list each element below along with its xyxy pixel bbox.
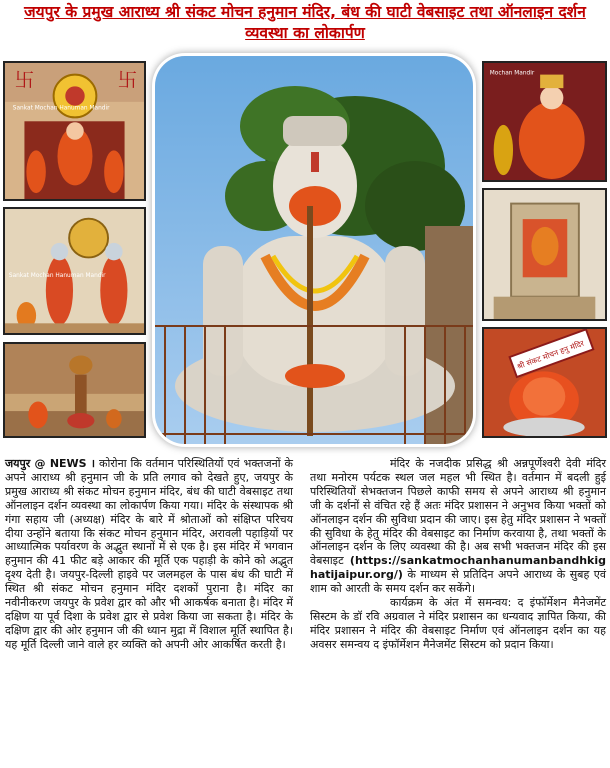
article-left-text: कोरोना कि वर्तमान परिस्थितियों एवं भक्तजनों के अपने आराध्य श्री हनुमान जी के प्रति लगाव को देखते हुए, जयपुर के प्रमुख आराध्य श्री संकट मोचन हनुमान मंदिर, बंध की घाटी वेबसाइट तथा ऑनलाइन दर्शन व्यवस्था का लोकार्पण किया गया। मंदिर के संस्थापक श्री गंगा सहाय जी (अध्यक्ष) मंदिर के बारे में श्रोताओं को संक्षिप्त परिचय दीया उन्होंने बताया कि संकट मोचन हनुमान मंदिर, अरावली पहाड़ियों पर आध्यात्मिक पर्यावरण के अद्भुत स्थानों में से एक है। इस मंदिर में भगवान हनुमान की 41 फीट बड़े आकार की मूर्ति एक पहाड़ी के कोने को अद्भुत दृश्य देती है। जयपुर-दिल्ली हाइवे पर जलमहल के पास बंध की घाटी में स्थित श्री संकट मोचन हनुमान मंदिर दशकों पुराना है। मंदिर का नवीनीकरण जयपुर के प्रवेश द्वार को और भी आकर्षक बनाता है। मंदिर में दक्षिण या पूर्व दिशा के प्रवेश द्वार से प्रवेश किया जा सकता है। मंदिर के दक्षिण द्वार की ओर हनुमान जी की ध्यान मुद्रा में विशाल मूर्ति स्थापित है। यह मूर्ति दिल्ली जाने वाले हर व्यक्ति को अपनी ओर आकर्षित करती है। bbox=[5, 457, 294, 651]
svg-text:卐: 卐 bbox=[14, 68, 35, 92]
photo-ram-sita bbox=[3, 207, 146, 335]
article-right-paragraph-2: कार्यक्रम के अंत में समन्वय: द इंफॉर्मेशन मैनेजमेंट सिस्टम के डॉ रवि अग्रवाल ने मंदिर प्रशासन का धन्यवाद ज्ञापित किया, की मंदिर प्रशासन ने मंदिर की वेबसाइट निर्माण एवं ऑनलाइन दर्शन का यह अवसर समन्वय द इंफॉर्मेशन मैनेजमेंट सिस्टम को प्रदान किया। bbox=[310, 596, 606, 651]
photo-label: Sankat Mochan Hanuman Mandir bbox=[8, 272, 106, 279]
shrine-sign: श्री संकट मोचन हनु मंदिर bbox=[515, 338, 586, 372]
svg-text:卐: 卐 bbox=[117, 68, 138, 92]
photo-altar bbox=[482, 188, 607, 321]
article-right-paragraph-1: मंदिर के नजदीक प्रसिद्ध श्री अन्नपूर्णेश्वरी देवी मंदिर तथा मनोरम पर्यटक स्थल जल महल भी स्थित है। वर्तमान में बदली हुई परिस्थितियों सेभक्तजन पिछले काफी समय से अपने आराध्य श्री हनुमान जी के दर्शनों से वंचित रहे हैं अतः मंदिर प्रशासन ने अनुभव किया भक्तों को ऑनलाइन दर्शन की सुविधा प्रदान की जाए। इस हेतु मंदिर प्रशासन ने भक्तों की सुविधा के हेतु मंदिर की वेबसाइट का निर्माण करवाया है, तथा भक्तों के ऑनलाइन दर्शन के लिए व्यवस्था की है। अब सभी भक्तजन मंदिर की इस वेबसाइट bbox=[310, 457, 606, 568]
photo-idols-shrine bbox=[3, 61, 146, 201]
headline: जयपुर के प्रमुख आराध्य श्री संकट मोचन हनुमान मंदिर, बंध की घाटी वेबसाइट तथा ऑनलाइन दर्शन व्यवस्था का लोकार्पण bbox=[24, 3, 586, 42]
website-link[interactable]: (https://sankatmochanhanumanbandhkighatijaipur.org/) bbox=[310, 554, 606, 582]
article-left-column bbox=[5, 457, 293, 652]
photo-hanuman-statue bbox=[155, 56, 473, 444]
photo-goddess bbox=[482, 61, 607, 182]
article-right-column bbox=[310, 457, 606, 652]
article-right-paragraph-1-end: के माध्यम से प्रतिदिन अपने आराध्य के सुबह एवं शाम को आरती के समय दर्शन कर सकेंगे। bbox=[310, 568, 606, 596]
photo-sign-idol bbox=[482, 327, 607, 438]
photo-urns bbox=[3, 342, 146, 438]
byline: जयपुर @ NEWS । bbox=[5, 457, 96, 470]
photo-label: Sankat Mochan Hanuman Mandir bbox=[12, 105, 110, 112]
photo-label: Mochan Mandir bbox=[489, 70, 535, 77]
